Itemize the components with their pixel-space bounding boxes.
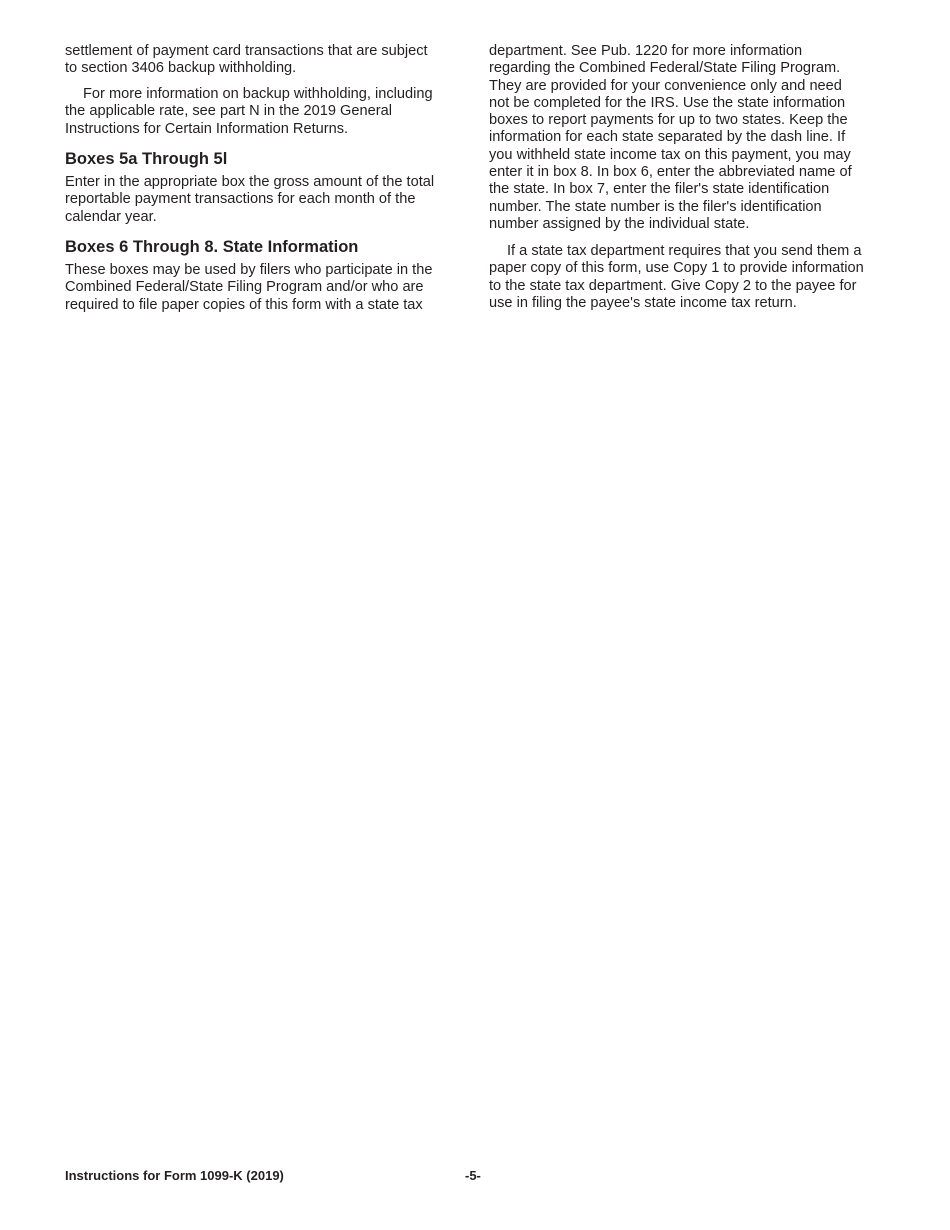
paragraph-backup-withholding bbox=[65, 43, 428, 78]
text-line: number assigned by the individual state. bbox=[489, 215, 750, 232]
text-line: use in filing the payee's state income tax return. bbox=[489, 294, 797, 311]
text-line: For more information on backup withholding, including bbox=[83, 86, 433, 102]
text-line: required to file paper copies of this form with a state tax bbox=[65, 296, 423, 313]
text-line: These boxes may be used by filers who participate in the bbox=[65, 262, 433, 278]
text-line: information for each state separated by the dash line. If bbox=[489, 129, 846, 146]
text-line: number. The state number is the filer's identification bbox=[489, 198, 822, 215]
text-line: the applicable rate, see part N in the 2019 General bbox=[65, 103, 392, 120]
text-line: settlement of payment card transactions that are subject bbox=[65, 43, 428, 59]
text-line: boxes to report payments for up to two states. Keep the bbox=[489, 112, 848, 129]
text-line: the state. In box 7, enter the filer's state identification bbox=[489, 181, 830, 198]
text-line: paper copy of this form, use Copy 1 to provide information bbox=[489, 260, 864, 277]
text-line: Enter in the appropriate box the gross amount of the total bbox=[65, 174, 435, 190]
text-line: regarding the Combined Federal/State Filing Program. bbox=[489, 60, 841, 77]
text-line: reportable payment transactions for each month of the bbox=[65, 191, 416, 208]
text-line: Combined Federal/State Filing Program and/or who are bbox=[65, 279, 424, 296]
paragraph-boxes-5a-5l bbox=[65, 174, 434, 226]
text-line: to section 3406 backup withholding. bbox=[65, 60, 297, 77]
text-line: Instructions for Certain Information Returns. bbox=[65, 120, 349, 137]
paragraph-paper-copy bbox=[489, 243, 864, 312]
text-line: you withheld state income tax on this payment, you may bbox=[489, 146, 851, 163]
text-line: to the state tax department. Give Copy 2 to the payee for bbox=[489, 277, 857, 294]
text-line: They are provided for your convenience only and need bbox=[489, 77, 842, 94]
text-line: calendar year. bbox=[65, 208, 157, 225]
footer-title: Instructions for Form 1099-K (2019) bbox=[65, 1168, 284, 1183]
heading-boxes-5a-5l: Boxes 5a Through 5l bbox=[65, 150, 228, 168]
text-line: If a state tax department requires that you send them a bbox=[507, 243, 862, 259]
text-line: not be completed for the IRS. Use the state information bbox=[489, 94, 846, 111]
text-line: enter it in box 8. In box 6, enter the abbreviated name of bbox=[489, 164, 852, 181]
paragraph-state-department bbox=[489, 43, 852, 233]
paragraph-more-information bbox=[65, 86, 433, 138]
paragraph-state-information bbox=[65, 262, 432, 314]
heading-state-information: Boxes 6 Through 8. State Information bbox=[65, 238, 359, 256]
text-line: department. See Pub. 1220 for more information bbox=[489, 43, 803, 59]
page-number: -5- bbox=[465, 1168, 481, 1183]
